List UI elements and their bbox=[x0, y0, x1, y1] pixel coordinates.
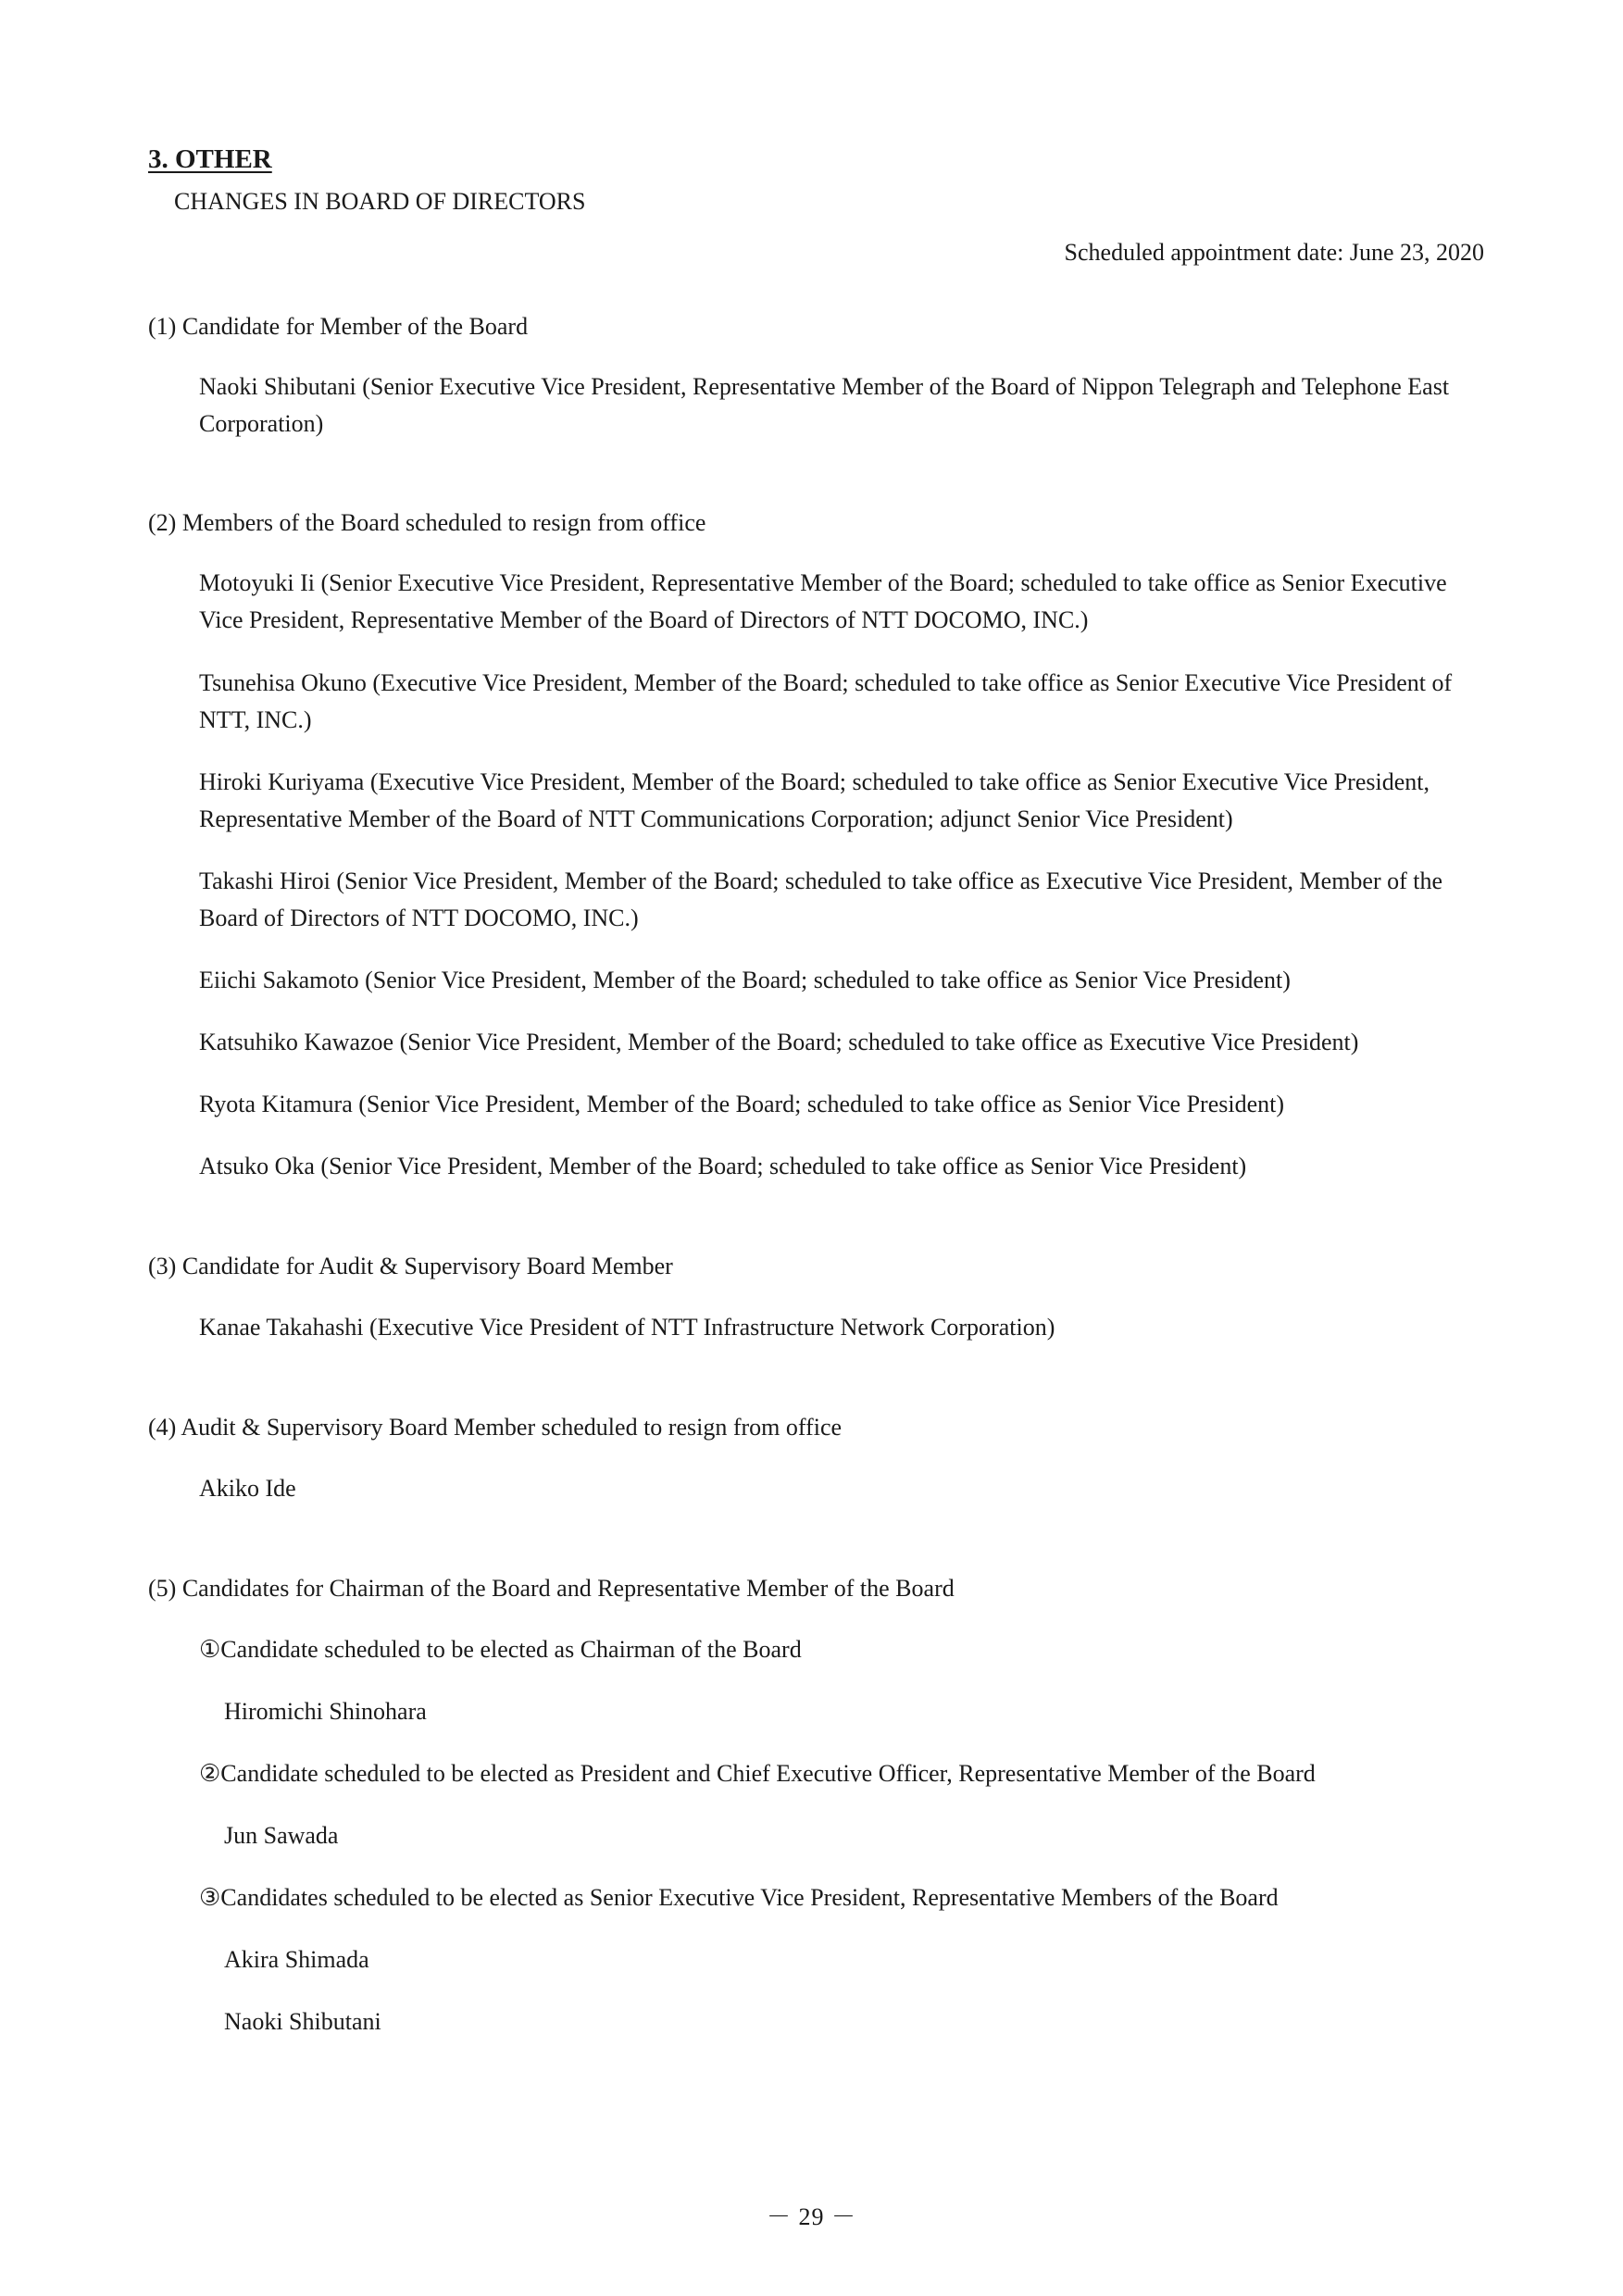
section-title: 3. OTHER bbox=[148, 144, 272, 174]
subsection-3-name-2: Naoki Shibutani bbox=[224, 2008, 381, 2035]
section-2-item-3: Hiroki Kuriyama (Executive Vice President, Member of the Board; scheduled to take office as Senior Executive Vice President, Representative Member of the Board of NTT Communications Corporation; adjunct Senior Vice President) bbox=[199, 768, 1429, 832]
subsection-1-label: ①Candidate scheduled to be elected as Chairman of the Board bbox=[199, 1636, 802, 1663]
appointment-date: Scheduled appointment date: June 23, 2020 bbox=[1064, 239, 1484, 266]
section-2-item-7: Ryota Kitamura (Senior Vice President, Member of the Board; scheduled to take office as Senior Vice President) bbox=[199, 1091, 1285, 1117]
subsection-2-label: ②Candidate scheduled to be elected as President and Chief Executive Officer, Representative Member of the Board bbox=[199, 1760, 1316, 1787]
section-1-heading: (1) Candidate for Member of the Board bbox=[148, 313, 529, 340]
subsection-1-name-1: Hiromichi Shinohara bbox=[224, 1698, 427, 1725]
subsection-3-name-1: Akira Shimada bbox=[224, 1946, 369, 1973]
section-2-item-2: Tsunehisa Okuno (Executive Vice President, Member of the Board; scheduled to take office as Senior Executive Vice President of NTT, INC.) bbox=[199, 669, 1453, 733]
section-2-item-4: Takashi Hiroi (Senior Vice President, Member of the Board; scheduled to take office as Executive Vice President, Member of the Board of Directors of NTT DOCOMO, INC.) bbox=[199, 867, 1443, 931]
section-2-item-5: Eiichi Sakamoto (Senior Vice President, Member of the Board; scheduled to take office as Senior Vice President) bbox=[199, 967, 1291, 993]
section-2-item-1: Motoyuki Ii (Senior Executive Vice President, Representative Member of the Board; scheduled to take office as Senior Executive Vice President, Representative Member of the Board of Directors of NTT DOCOMO, INC.) bbox=[199, 569, 1447, 633]
section-2-heading: (2) Members of the Board scheduled to resign from office bbox=[148, 509, 706, 536]
section-4-item-1: Akiko Ide bbox=[199, 1475, 296, 1502]
page-number: － 29 － bbox=[766, 2203, 856, 2230]
section-1-item-1: Naoki Shibutani (Senior Executive Vice President, Representative Member of the Board of Nippon Telegraph and Telephone East Corporation) bbox=[199, 373, 1450, 437]
section-3-item-1: Kanae Takahashi (Executive Vice President of NTT Infrastructure Network Corporation) bbox=[199, 1314, 1055, 1341]
section-5-heading: (5) Candidates for Chairman of the Board and Representative Member of the Board bbox=[148, 1575, 955, 1602]
subsection-3-label: ③Candidates scheduled to be elected as Senior Executive Vice President, Representative Members of the Board bbox=[199, 1884, 1279, 1911]
document-subtitle: CHANGES IN BOARD OF DIRECTORS bbox=[174, 188, 586, 215]
section-4-heading: (4) Audit & Supervisory Board Member scheduled to resign from office bbox=[148, 1414, 843, 1441]
section-3-heading: (3) Candidate for Audit & Supervisory Board Member bbox=[148, 1253, 673, 1279]
subsection-2-name-1: Jun Sawada bbox=[224, 1822, 339, 1849]
section-2-item-8: Atsuko Oka (Senior Vice President, Member of the Board; scheduled to take office as Senior Vice President) bbox=[199, 1153, 1247, 1179]
section-2-item-6: Katsuhiko Kawazoe (Senior Vice President, Member of the Board; scheduled to take office as Executive Vice President) bbox=[199, 1029, 1359, 1055]
